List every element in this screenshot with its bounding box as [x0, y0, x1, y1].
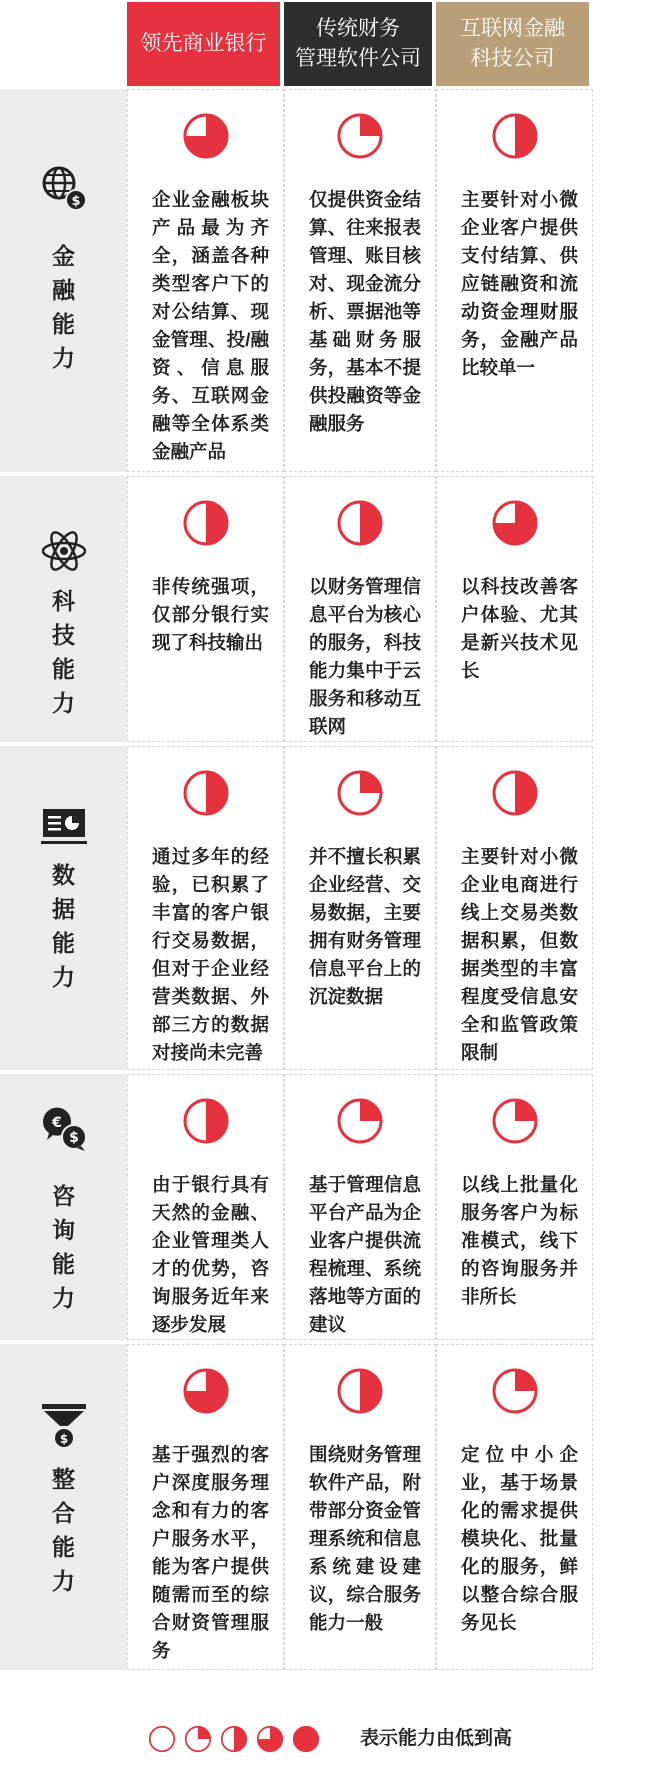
cell-text: 以线上批量化服务客户为标准模式，线下的咨询服务并非所长 [461, 1174, 578, 1307]
cell-data-banks [127, 746, 284, 1070]
svg-text:$: $ [71, 194, 81, 209]
cell-text: 仅提供资金结算、往来报表管理、账目核对、现金流分析、票据池等基础财务服务，基本不提供投融资等金融服务 [309, 189, 421, 434]
capability-pie-icon [182, 112, 230, 160]
capability-pie-icon [336, 112, 384, 160]
legend-pie-full-icon [292, 1725, 320, 1753]
category-integration [0, 1344, 127, 1670]
header-leading-banks [127, 2, 280, 86]
cell-consulting-fintech [436, 1074, 593, 1340]
capability-pie-icon [491, 769, 539, 817]
capability-pie-icon [491, 1097, 539, 1145]
category-consulting [0, 1074, 127, 1340]
svg-text:$: $ [69, 1130, 79, 1146]
cell-text: 主要针对小微企业电商进行线上交易类数据积累，但数据类型的丰富程度受信息安全和监管政策限制 [461, 846, 578, 1063]
cell-text: 定位中小企业，基于场景化的需求提供模块化、批量化的服务，鲜以整合综合服务见长 [461, 1444, 578, 1633]
cell-text: 基于管理信息平台产品为企业客户提供流程梳理、系统落地等方面的建议 [309, 1174, 421, 1335]
cell-technology-software [284, 476, 436, 742]
currency-exchange-icon [39, 1104, 89, 1154]
cell-text: 围绕财务管理软件产品，附带部分资金管理系统和信息系统建设建议，综合服务能力一般 [309, 1444, 421, 1633]
cell-text: 通过多年的经验，已积累了丰富的客户银行交易数据，但对于企业经营类数据、外部三方的数据对接尚未完善 [152, 846, 269, 1063]
legend-text: 表示能力由低到高 [360, 1728, 513, 1749]
legend [148, 1722, 320, 1756]
category-label: 科 技 能 力 [52, 588, 75, 716]
capability-pie-icon [336, 499, 384, 547]
svg-text:$: $ [59, 1432, 69, 1446]
data-screen-icon [39, 801, 89, 851]
cell-text: 非传统强项，仅部分银行实现了科技输出 [152, 576, 269, 653]
funnel-dollar-icon [39, 1400, 89, 1450]
header-label: 互联网金融 科技公司 [460, 17, 565, 70]
capability-pie-icon [182, 499, 230, 547]
atom-icon [39, 526, 89, 576]
category-label: 数 据 能 力 [52, 862, 75, 990]
cell-data-software [284, 746, 436, 1070]
header-software-companies [284, 2, 432, 86]
category-label: 咨 询 能 力 [52, 1183, 75, 1311]
cell-data-fintech [436, 746, 593, 1070]
cell-text: 以科技改善客户体验、尤其是新兴技术见长 [461, 576, 578, 681]
legend-pie-quarter-icon [184, 1725, 212, 1753]
legend-pie-half-icon [220, 1725, 248, 1753]
category-technology [0, 476, 127, 742]
cell-text: 主要针对小微企业客户提供支付结算、供应链融资和流动资金理财服务，金融产品比较单一 [461, 189, 578, 378]
category-finance [0, 89, 127, 472]
cell-integration-software [284, 1344, 436, 1670]
capability-pie-icon [336, 1367, 384, 1415]
cell-text: 由于银行具有天然的金融、企业管理类人才的优势，咨询服务近年来逐步发展 [152, 1174, 269, 1335]
globe-dollar-icon [39, 163, 89, 213]
capability-pie-icon [182, 769, 230, 817]
legend-pie-empty-icon [148, 1725, 176, 1753]
cell-technology-banks [127, 476, 284, 742]
cell-consulting-software [284, 1074, 436, 1340]
cell-text: 以财务管理信息平台为核心的服务，科技能力集中于云服务和移动互联网 [309, 576, 421, 737]
cell-technology-fintech [436, 476, 593, 742]
svg-text:€: € [52, 1115, 62, 1131]
header-label: 传统财务 管理软件公司 [295, 17, 421, 70]
capability-pie-icon [182, 1097, 230, 1145]
cell-consulting-banks [127, 1074, 284, 1340]
capability-pie-icon [182, 1367, 230, 1415]
cell-text: 企业金融板块产品最为齐全，涵盖各种类型客户下的对公结算、现金管理、投/融资、信息服务、互联网金融等全体系类金融产品 [152, 189, 269, 462]
header-label: 领先商业银行 [140, 32, 267, 55]
category-label: 金 融 能 力 [52, 243, 75, 371]
cell-finance-banks [127, 89, 284, 472]
header-fintech-companies [436, 2, 589, 86]
category-label: 整 合 能 力 [52, 1466, 75, 1594]
cell-text: 并不擅长积累企业经营、交易数据，主要拥有财务管理信息平台上的沉淀数据 [309, 846, 421, 1007]
capability-pie-icon [491, 1367, 539, 1415]
capability-pie-icon [491, 112, 539, 160]
cell-finance-software [284, 89, 436, 472]
cell-finance-fintech [436, 89, 593, 472]
cell-integration-banks [127, 1344, 284, 1670]
capability-pie-icon [491, 499, 539, 547]
capability-pie-icon [336, 1097, 384, 1145]
cell-integration-fintech [436, 1344, 593, 1670]
cell-text: 基于强烈的客户深度服务理念和有力的客户服务水平，能为客户提供随需而至的综合财资管理服务 [152, 1444, 269, 1661]
category-data [0, 746, 127, 1070]
capability-pie-icon [336, 769, 384, 817]
legend-pie-three-quarter-icon [256, 1725, 284, 1753]
